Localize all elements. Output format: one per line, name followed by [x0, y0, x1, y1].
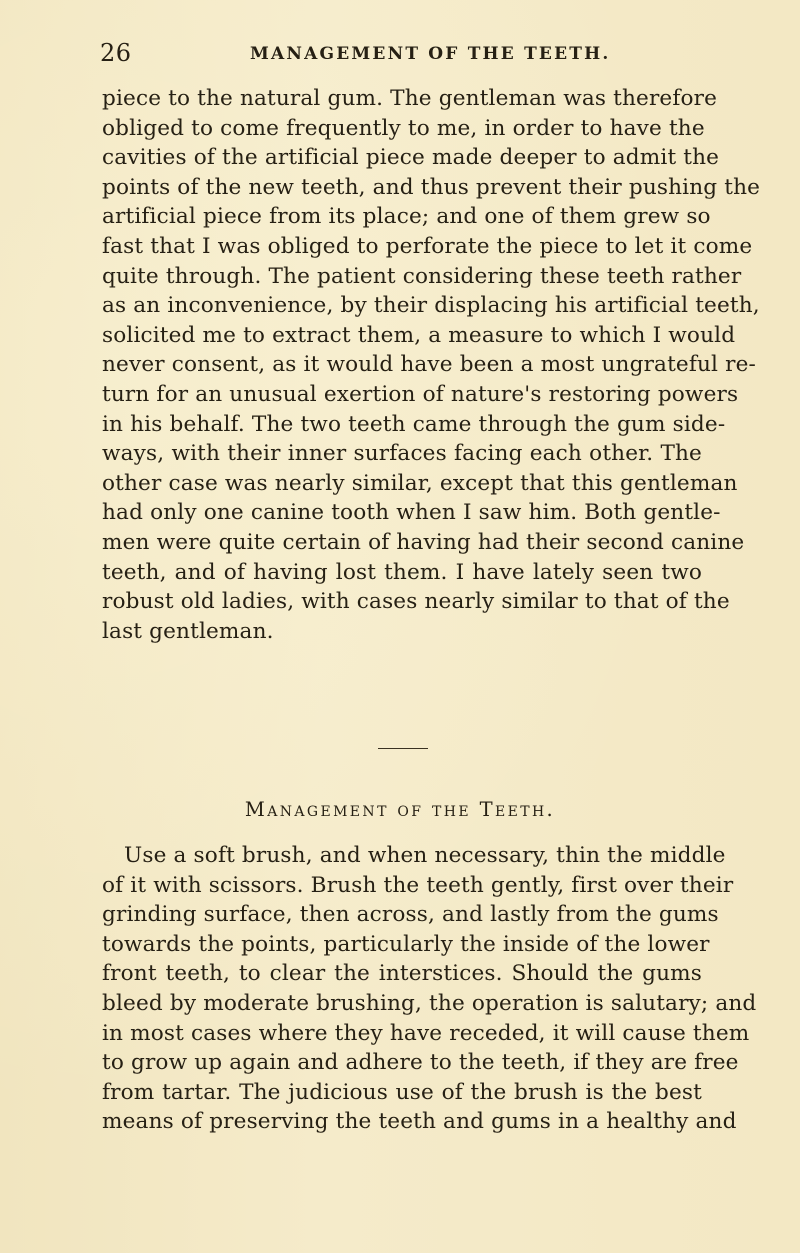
text-line: in most cases where they have receded, it will cause them	[102, 1020, 750, 1046]
text-line: turn for an unusual exertion of nature's restoring powers	[102, 381, 739, 407]
text-line: means of preserving the teeth and gums in a healthy and	[102, 1109, 737, 1135]
section-heading: Management of the Teeth.	[244, 798, 556, 821]
text-line: to grow up again and adhere to the teeth, if they are free	[102, 1050, 739, 1076]
text-line: obliged to come frequently to me, in order to have the	[102, 115, 705, 141]
text-line: in his behalf. The two teeth came through the gum side-	[102, 411, 726, 437]
text-line: quite through. The patient considering these teeth rather	[102, 263, 742, 289]
text-line: teeth, and of having lost them. I have lately seen two	[102, 559, 702, 585]
text-line: last gentleman.	[102, 618, 274, 644]
text-line: Use a soft brush, and when necessary, thin the middle	[124, 843, 726, 868]
text-line: robust old ladies, with cases nearly similar to that of the	[102, 589, 730, 615]
text-line: men were quite certain of having had their second canine	[102, 529, 745, 555]
page-number: 26	[100, 39, 132, 67]
running-head: MANAGEMENT OF THE TEETH.	[250, 44, 611, 64]
text-line: as an inconvenience, by their displacing his artificial teeth,	[102, 293, 760, 319]
text-line: grinding surface, then across, and lastly from the gums	[102, 902, 719, 928]
text-line: had only one canine tooth when I saw him. Both gentle-	[102, 500, 721, 526]
text-line: ways, with their inner surfaces facing each other. The	[102, 441, 702, 467]
section-divider	[378, 748, 428, 749]
text-line: of it with scissors. Brush the teeth gently, first over their	[102, 872, 734, 898]
paragraph-brushing-instructions	[102, 841, 757, 1137]
text-line: artificial piece from its place; and one of them grew so	[102, 204, 711, 230]
text-line: piece to the natural gum. The gentleman was therefore	[102, 86, 718, 111]
text-line: points of the new teeth, and thus prevent their pushing the	[102, 174, 761, 200]
text-line: cavities of the artificial piece made deeper to admit the	[102, 145, 720, 171]
paragraph-case-report	[102, 84, 761, 646]
text-line: fast that I was obliged to perforate the piece to let it come	[102, 233, 753, 259]
text-line: towards the points, particularly the inside of the lower	[102, 931, 710, 957]
text-line: from tartar. The judicious use of the brush is the best	[102, 1079, 702, 1105]
text-line: bleed by moderate brushing, the operation is salutary; and	[102, 990, 757, 1016]
text-line: never consent, as it would have been a most ungrateful re-	[102, 352, 756, 378]
text-line: other case was nearly similar, except that this gentleman	[102, 470, 738, 496]
page-header	[100, 35, 700, 71]
text-line: solicited me to extract them, a measure to which I would	[102, 322, 736, 348]
text-line: front teeth, to clear the interstices. Should the gums	[102, 961, 702, 987]
